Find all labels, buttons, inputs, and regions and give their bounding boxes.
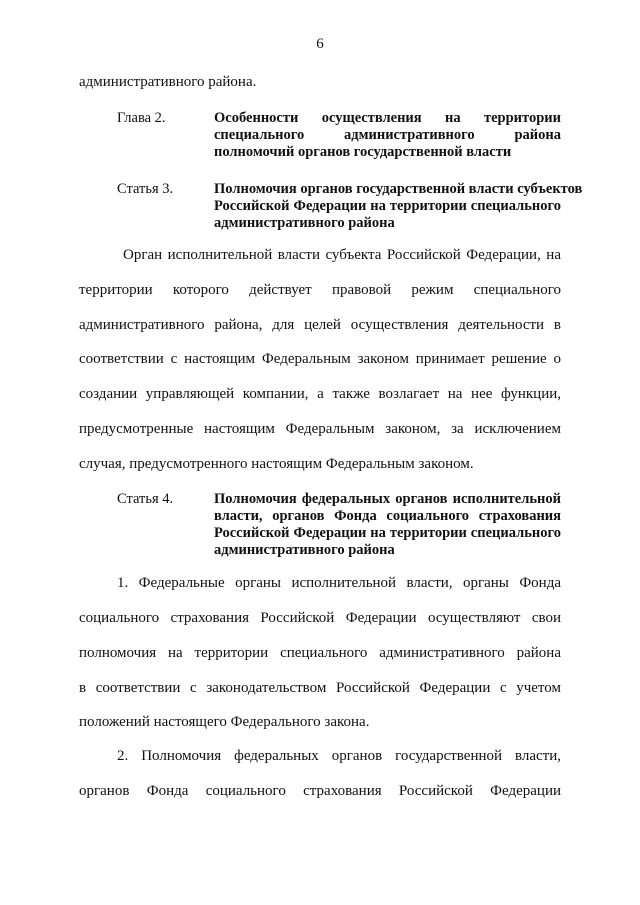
- article-3-number: Статья 3.: [117, 181, 174, 197]
- article-3-body-line: случая, предусмотренного настоящим Федеральным законом.: [79, 456, 474, 472]
- article-4-title-line: административного района: [214, 542, 395, 558]
- article-3-body-line: административного района, для целей осуществления деятельности в: [79, 317, 561, 333]
- article-3-title-line: Российской Федерации на территории специального: [214, 198, 561, 214]
- article-4-para1-line: 1. Федеральные органы исполнительной власти, органы Фонда: [117, 575, 561, 591]
- article-3-body-line: соответствии с настоящим Федеральным законом принимает решение о: [79, 351, 561, 367]
- chapter-title-line: Особенности осуществления на территории: [214, 110, 561, 126]
- article-4-title-line: Полномочия федеральных органов исполнительной: [214, 491, 561, 507]
- chapter-title-line: полномочий органов государственной власти: [214, 144, 512, 160]
- article-3-title: [214, 181, 583, 232]
- article-3-body-line: предусмотренные настоящим Федеральным законом, за исключением: [79, 421, 561, 437]
- chapter-title-line: специального административного района: [214, 127, 561, 143]
- article-4-title: [214, 491, 561, 559]
- article-4-para1-line: полномочия на территории специального административного района: [79, 645, 561, 661]
- article-4-para1-line: в соответствии с законодательством Российской Федерации с учетом: [79, 680, 561, 696]
- chapter-number: Глава 2.: [117, 110, 166, 126]
- article-3-title-line: административного района: [214, 215, 395, 231]
- article-4-para1-line: социального страхования Российской Федерации осуществляют свои: [79, 610, 561, 626]
- article-4-para2-line: органов Фонда социального страхования Российской Федерации: [79, 783, 561, 799]
- page-number: 6: [316, 36, 324, 52]
- article-4-para1-line: положений настоящего Федерального закона.: [79, 714, 370, 730]
- article-4-number: Статья 4.: [117, 491, 174, 507]
- article-3-body-line: создании управляющей компании, а также возлагает на нее функции,: [79, 386, 561, 402]
- chapter-title: [214, 110, 561, 161]
- intro-line: административного района.: [79, 74, 257, 90]
- article-3-body-line: Орган исполнительной власти субъекта Российской Федерации, на: [123, 247, 561, 263]
- article-4-para2-line: 2. Полномочия федеральных органов государственной власти,: [117, 748, 561, 764]
- article-3-body-line: территории которого действует правовой режим специального: [79, 282, 561, 298]
- article-4-title-line: Российской Федерации на территории специального: [214, 525, 561, 541]
- article-4-title-line: власти, органов Фонда социального страхования: [214, 508, 561, 524]
- article-3-title-line: Полномочия органов государственной власти субъектов: [214, 181, 583, 197]
